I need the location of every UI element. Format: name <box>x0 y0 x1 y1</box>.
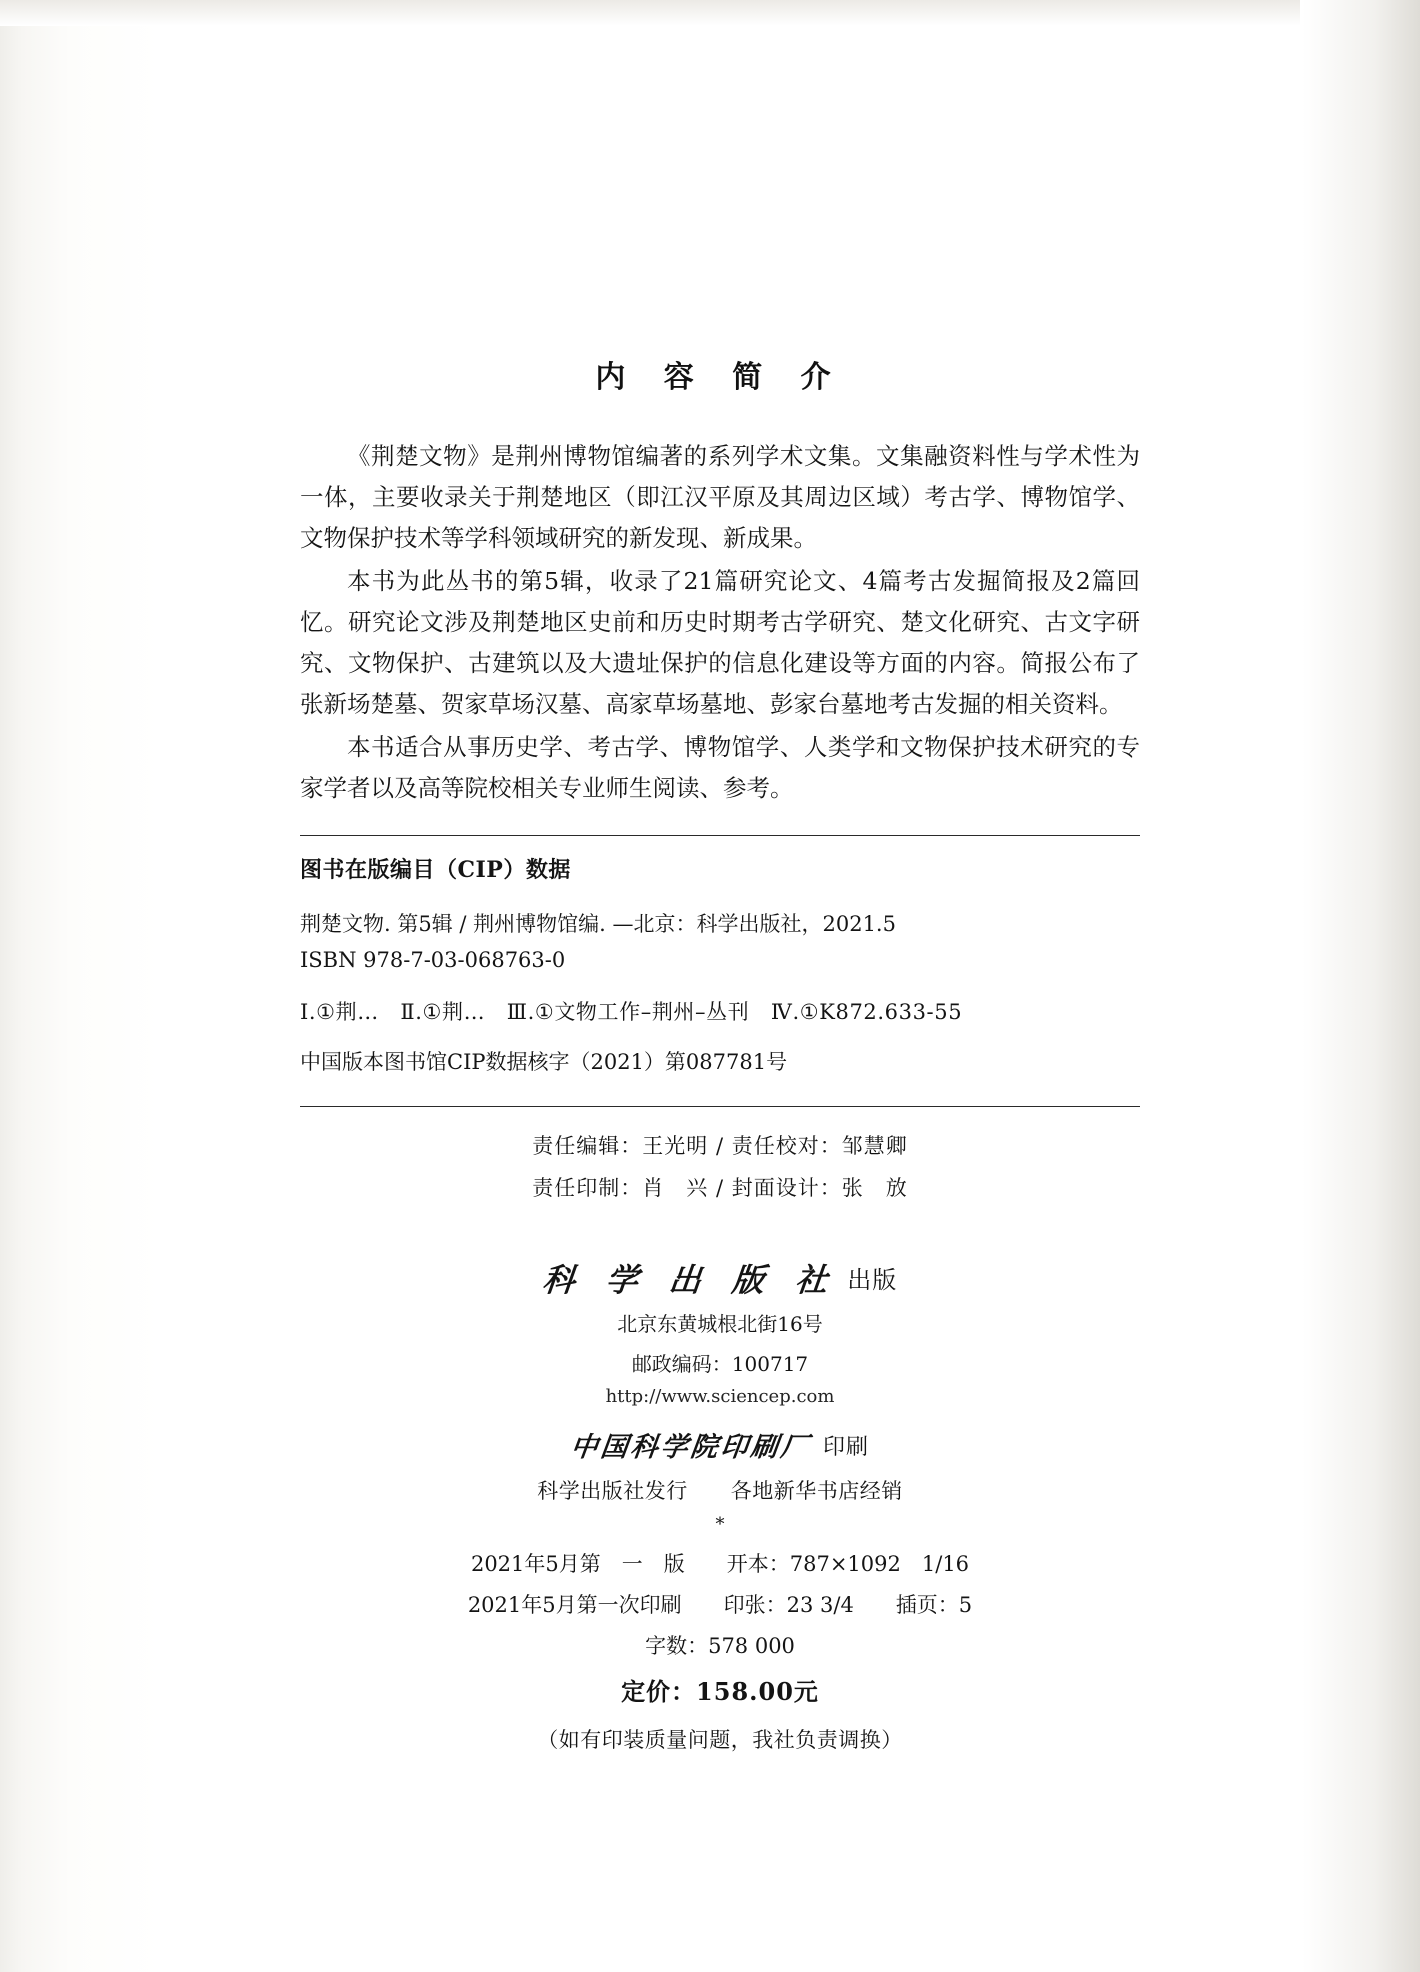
publisher-block <box>300 1255 1140 1538</box>
cip-isbn: ISBN 978-7-03-068763-0 <box>300 948 566 972</box>
publisher-name: 科 学 出 版 社 <box>540 1261 840 1299</box>
cip-spacer <box>300 978 1140 994</box>
cip-entry-line-1: 荆楚文物. 第5辑 / 荆州博物馆编. —北京：科学出版社，2021.5 <box>300 912 896 936</box>
cip-heading: 图书在版编目（CIP）数据 <box>300 857 571 883</box>
abstract-paragraph: 本书为此丛书的第5辑，收录了21篇研究论文、4篇考古发掘简报及2篇回忆。研究论文涉及荆楚地区史前和历史时期考古学研究、楚文化研究、古文字研究、文物保护、古建筑以及大遗址保护的信息化建设等方面的内容。简报公布了张新场楚墓、贺家草场汉墓、高家草场墓地、彭家台墓地考古发掘的相关资料。 <box>300 567 1140 718</box>
imprint-printing-line: 2021年5月第一次印刷 印张：23 3/4 插页：5 <box>467 1593 973 1617</box>
printer-name: 中国科学院印刷厂 <box>568 1432 813 1463</box>
page-content <box>300 0 1140 1972</box>
credits-block <box>300 1107 1140 1209</box>
imprint-wordcount: 字数：578 000 <box>645 1634 795 1658</box>
publisher-postcode: 邮政编码：100717 <box>631 1352 809 1376</box>
abstract-section <box>300 436 1140 809</box>
quality-note: （如有印装质量问题，我社负责调换） <box>537 1728 903 1752</box>
publisher-name-suffix: 出版 <box>847 1266 898 1294</box>
credits-line-production: 责任印制：肖 兴 / 封面设计：张 放 <box>532 1176 908 1200</box>
abstract-paragraph: 《荆楚文物》是荆州博物馆编著的系列学术文集。文集融资料性与学术性为一体，主要收录关于荆楚地区（即江汉平原及其周边区域）考古学、博物馆学、文物保护技术等学科领域研究的新发现、新成果。 <box>300 442 1140 552</box>
printer-row <box>300 1425 1140 1464</box>
publisher-website[interactable]: http://www.sciencep.com <box>605 1386 835 1407</box>
printer-name-suffix: 印刷 <box>822 1435 869 1460</box>
publisher-address: 北京东黄城根北街16号 <box>617 1312 823 1336</box>
cip-core-number: 中国版本图书馆CIP数据核字（2021）第087781号 <box>300 1050 788 1074</box>
cip-block <box>300 836 1140 1080</box>
imprint-block <box>300 1544 1140 1761</box>
credits-line-editor: 责任编辑：王光明 / 责任校对：邹慧卿 <box>532 1134 908 1158</box>
abstract-paragraph: 本书适合从事历史学、考古学、博物馆学、人类学和文物保护技术研究的专家学者以及高等院校相关专业师生阅读、参考。 <box>300 733 1140 802</box>
page-title: 内 容 简 介 <box>595 360 845 395</box>
imprint-edition-line: 2021年5月第 一 版 开本：787×1092 1/16 <box>470 1552 970 1576</box>
distribution-line: 科学出版社发行 各地新华书店经销 <box>537 1479 903 1503</box>
publisher-name-row <box>300 1255 1140 1301</box>
separator-asterisk: * <box>715 1514 725 1535</box>
price-line: 定价：158.00元 <box>621 1677 819 1706</box>
cip-classification: Ⅰ.①荆… Ⅱ.①荆… Ⅲ.①文物工作–荆州–丛刊 Ⅳ.①K872.633-55 <box>300 1000 963 1024</box>
